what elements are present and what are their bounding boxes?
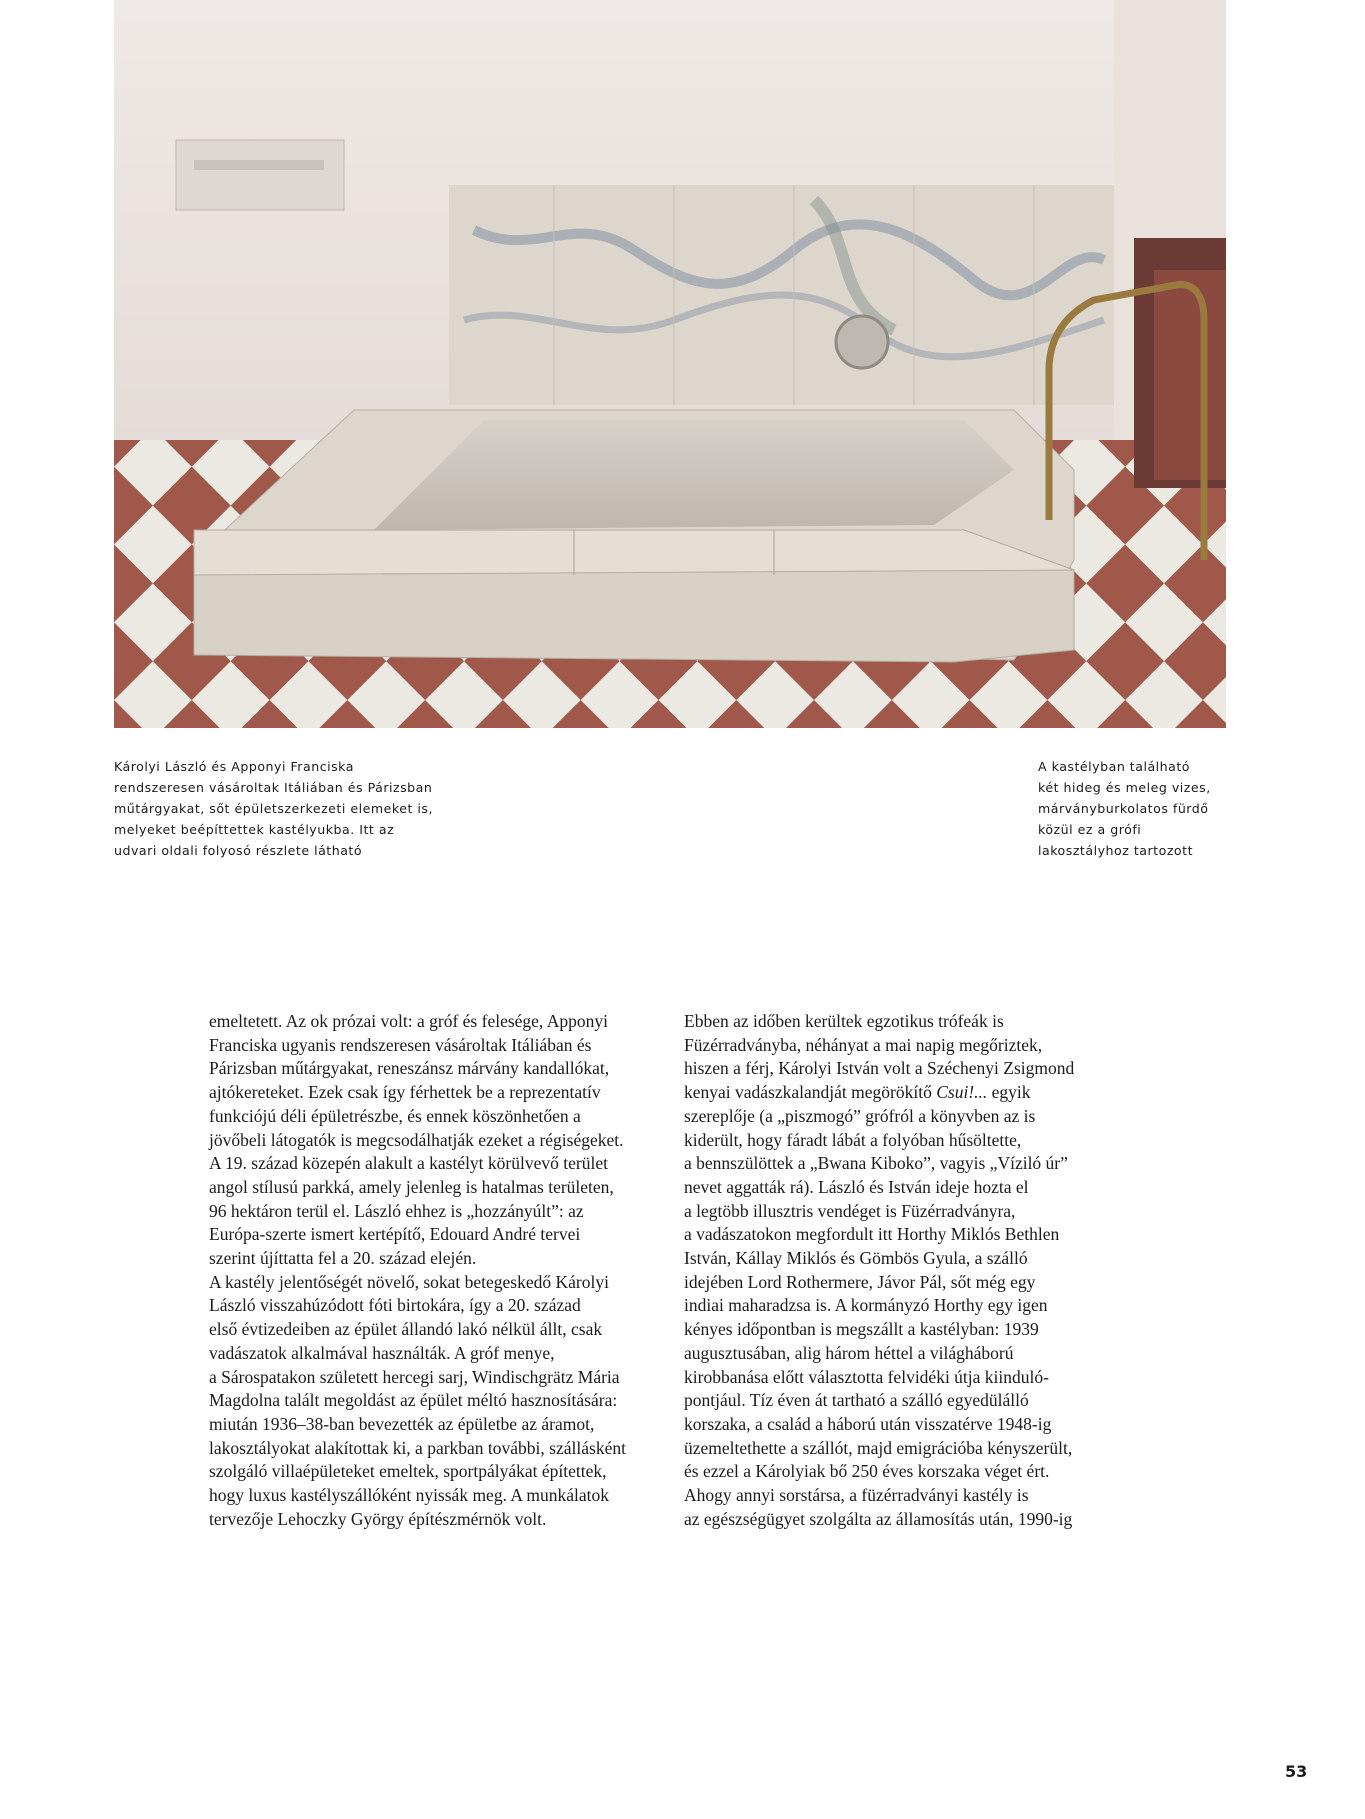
photo-caption-left <box>114 756 534 861</box>
body-column-right <box>684 1010 1134 1531</box>
body-column-left <box>209 1010 659 1531</box>
body-line: vadászatok alkalmával használták. A gróf menye, <box>209 1342 555 1363</box>
photo-caption-right <box>1038 756 1238 861</box>
body-line: a Sárospatakon született hercegi sarj, Windischgrätz Mária <box>209 1366 620 1387</box>
caption-line: A kastélyban található <box>1038 759 1191 774</box>
body-line: angol stílusú parkká, amely jelenleg is hatalmas területen, <box>209 1176 614 1197</box>
body-line: ajtókereteket. Ezek csak így férhettek be a reprezentatív <box>209 1082 601 1103</box>
body-text: kenyai vadászkalandját megörökítő <box>684 1082 937 1103</box>
caption-line: rendszeresen vásároltak Itáliában és Párizsban <box>114 780 433 795</box>
body-line: funkciójú déli épületrészbe, és ennek köszönhetően a <box>209 1105 581 1126</box>
body-line: idejében Lord Rothermere, Jávor Pál, sőt még egy <box>684 1271 1036 1292</box>
caption-line: közül ez a grófi <box>1038 822 1142 837</box>
body-line: hiszen a férj, Károlyi István volt a Széchenyi Zsigmond <box>684 1058 1075 1079</box>
body-line: szereplője (a „piszmogó” grófról a könyvben az is <box>684 1105 1036 1126</box>
body-line: Ahogy annyi sorstársa, a füzérradványi kastély is <box>684 1485 1029 1506</box>
body-line: a bennszülöttek a „Bwana Kiboko”, vagyis „Víziló úr” <box>684 1153 1068 1174</box>
page-number: 53 <box>1285 1762 1308 1781</box>
body-line: emeltetett. Az ok prózai volt: a gróf és felesége, Apponyi <box>209 1011 608 1031</box>
body-line: kirobbanása előtt választotta felvidéki útja kiinduló- <box>684 1366 1049 1387</box>
body-line: István, Kállay Miklós és Gömbös Gyula, a szálló <box>684 1248 1028 1269</box>
body-line: jövőbeli látogatók is megcsodálhatják ezeket a régiségeket. <box>209 1129 624 1150</box>
body-line: a vadászatokon megfordult itt Horthy Miklós Bethlen <box>684 1224 1060 1245</box>
body-line: korszaka, a család a háború után visszatérve 1948-ig <box>684 1413 1052 1434</box>
body-line: A 19. század közepén alakult a kastélyt körülvevő terület <box>209 1153 608 1174</box>
body-line: első évtizedeiben az épület állandó lakó nélkül állt, csak <box>209 1319 603 1340</box>
body-line: Franciska ugyanis rendszeresen vásároltak Itáliában és <box>209 1034 592 1055</box>
body-text: egyik <box>987 1082 1031 1103</box>
body-line: hogy luxus kastélyszállóként nyissák meg. A munkálatok <box>209 1485 610 1506</box>
bathroom-photo <box>114 0 1226 728</box>
caption-line: műtárgyakat, sőt épületszerkezeti elemeket is, <box>114 801 433 816</box>
body-line: lakosztályokat alakítottak ki, a parkban további, szállásként <box>209 1437 626 1458</box>
body-line: indiai maharadzsa is. A kormányzó Horthy egy igen <box>684 1295 1048 1316</box>
body-line: Párizsban műtárgyakat, reneszánsz márvány kandallókat, <box>209 1058 610 1079</box>
body-line: az egészségügyet szolgálta az államosítás után, 1990-ig <box>684 1508 1073 1529</box>
body-line: üzemeltethette a szállót, majd emigrációba kényszerült, <box>684 1437 1073 1458</box>
caption-line: Károlyi László és Apponyi Franciska <box>114 759 354 774</box>
body-line: pontjául. Tíz éven át tartható a szálló egyedülálló <box>684 1390 1029 1411</box>
caption-line: melyeket beépíttettek kastélyukba. Itt az <box>114 822 395 837</box>
body-line: szerint újíttatta fel a 20. század elején. <box>209 1248 477 1269</box>
body-line: kiderült, hogy fáradt lábát a folyóban hűsöltette, <box>684 1129 1022 1150</box>
body-line: Európa-szerte ismert kertépítő, Edouard André tervei <box>209 1224 581 1245</box>
caption-line: két hideg és meleg vizes, <box>1038 780 1211 795</box>
body-line: László visszahúzódott fóti birtokára, így a 20. század <box>209 1295 581 1316</box>
body-line: 96 hektáron terül el. László ehhez is „hozzányúlt”: az <box>209 1200 584 1221</box>
body-line: a legtöbb illusztris vendéget is Füzérradványra, <box>684 1200 1016 1221</box>
caption-line: udvari oldali folyosó részlete látható <box>114 843 363 858</box>
body-line: Magdolna talált megoldást az épület méltó hasznosítására: <box>209 1390 618 1411</box>
body-line: miután 1936–38-ban bevezették az épületbe az áramot, <box>209 1413 595 1434</box>
body-line: augusztusában, alig három héttel a világháború <box>684 1342 1014 1363</box>
caption-line: márványburkolatos fürdő <box>1038 801 1209 816</box>
body-line: tervezője Lehoczky György építészmérnök volt. <box>209 1508 547 1529</box>
body-line: Ebben az időben kerültek egzotikus trófeák is <box>684 1011 1004 1031</box>
book-title: Csui!... <box>936 1082 988 1103</box>
caption-line: lakosztályhoz tartozott <box>1038 843 1194 858</box>
body-line: A kastély jelentőségét növelő, sokat betegeskedő Károlyi <box>209 1271 609 1292</box>
body-line: kényes időpontban is megszállt a kastélyban: 1939 <box>684 1319 1039 1340</box>
body-line <box>684 1081 1134 1105</box>
body-line: szolgáló villaépületeket emeltek, sportpályákat építettek, <box>209 1461 607 1482</box>
body-line: és ezzel a Károlyiak bő 250 éves korszaka véget ért. <box>684 1461 1050 1482</box>
body-line: nevet aggatták rá). László és István ideje hozta el <box>684 1176 1029 1197</box>
body-line: Füzérradványba, néhányat a mai napig megőriztek, <box>684 1034 1043 1055</box>
